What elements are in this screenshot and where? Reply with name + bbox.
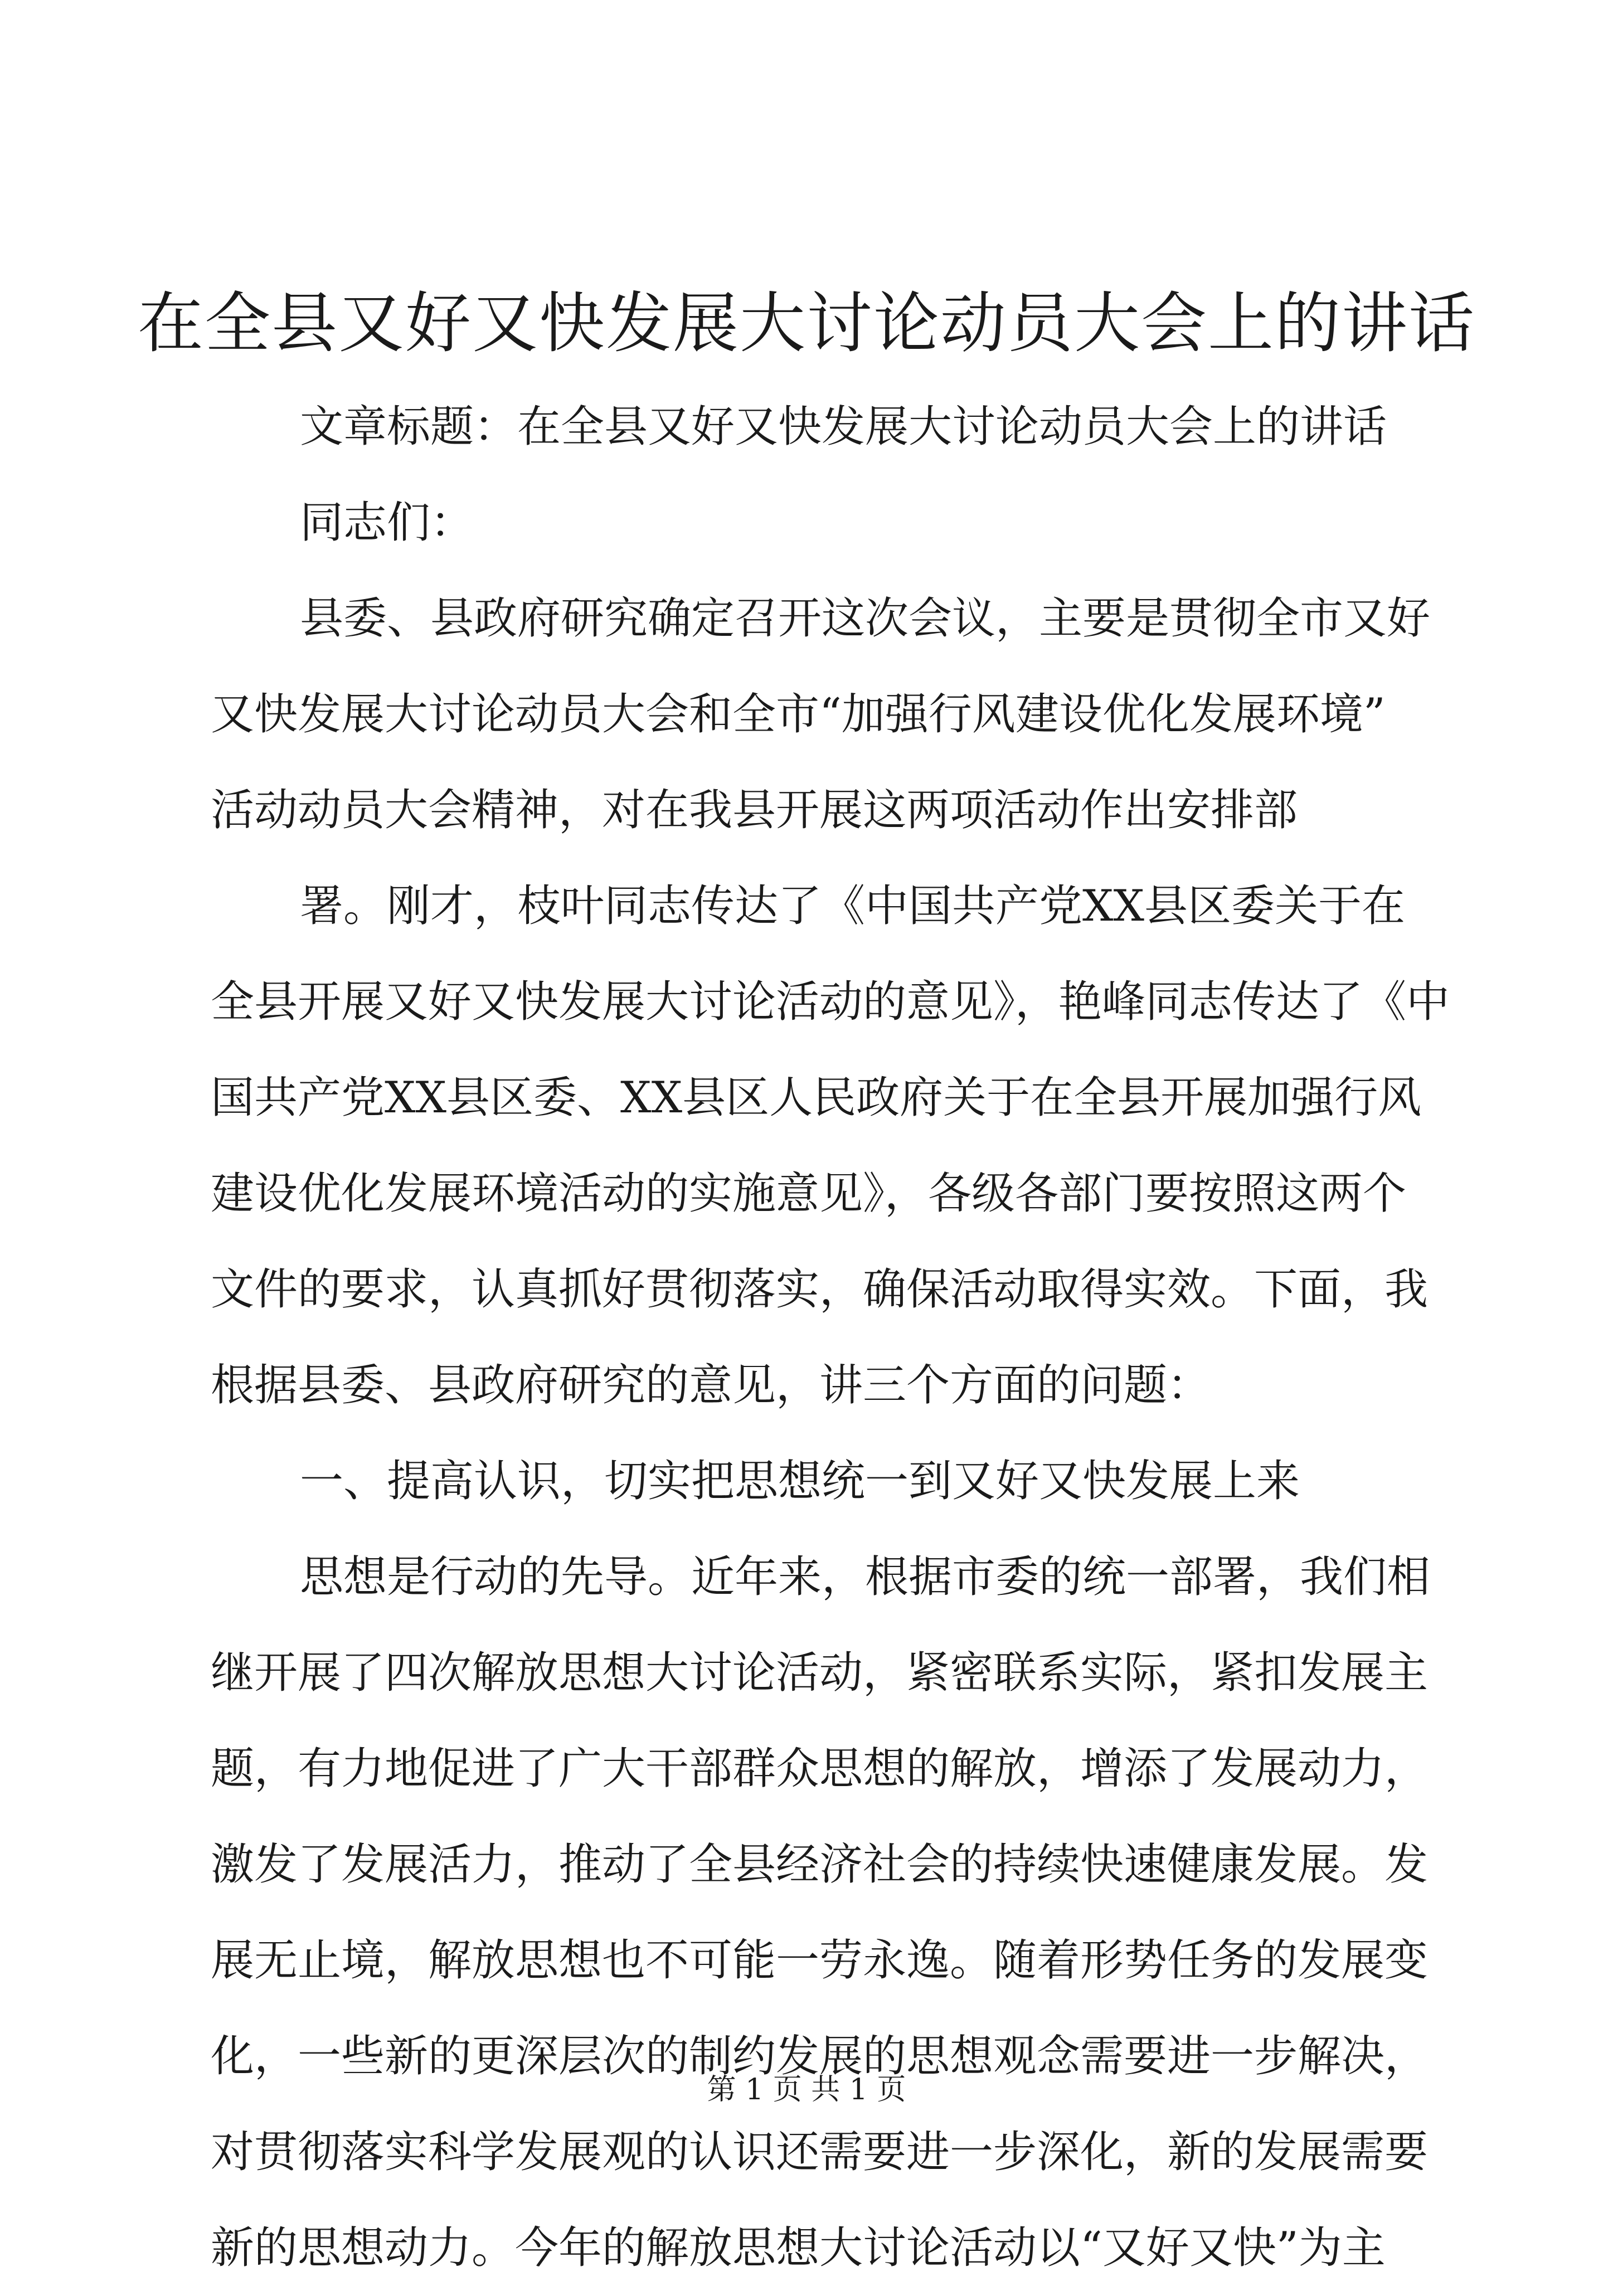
- text-line: 展无止境，解放思想也不可能一劳永逸。随着形势任务的发展变: [211, 1935, 1429, 1986]
- text-line: 一、提高认识，切实把思想统一到又好又快发展上来: [300, 1456, 1300, 1506]
- text-line: 根据县委、县政府研究的意见，讲三个方面的问题：: [211, 1360, 1211, 1410]
- text-line: 化，一些新的更深层次的制约发展的思想观念需要进一步解决，: [211, 2031, 1429, 2081]
- document-body: [211, 379, 1450, 2296]
- text-line: 县委、县政府研究确定召开这次会议，主要是贯彻全市又好: [300, 594, 1431, 644]
- text-line: 全县开展又好又快发展大讨论活动的意见》，艳峰同志传达了《中: [211, 977, 1450, 1027]
- text-line: 题，有力地促进了广大干部群众思想的解放，增添了发展动力，: [211, 1744, 1429, 1794]
- text-line: 署。刚才，枝叶同志传达了《中国共产党XX县区委关于在: [300, 881, 1406, 931]
- text-line: 又快发展大讨论动员大会和全市“加强行风建设优化发展环境”: [211, 689, 1386, 740]
- document-title: 在全县又好又快发展大讨论动员大会上的讲话: [137, 285, 1475, 362]
- text-line: 文件的要求，认真抓好贯彻落实，确保活动取得实效。下面，我: [211, 1264, 1429, 1315]
- text-line: 新的思想动力。今年的解放思想大讨论活动以“又好又快”为主: [211, 2223, 1386, 2273]
- text-line: 国共产党XX县区委、XX县区人民政府关于在全县开展加强行风: [211, 1073, 1422, 1123]
- text-line: 文章标题：在全县又好又快发展大讨论动员大会上的讲话: [300, 402, 1387, 452]
- text-line: 思想是行动的先导。近年来，根据市委的统一部署，我们相: [300, 1552, 1431, 1602]
- text-line: 继开展了四次解放思想大讨论活动，紧密联系实际，紧扣发展主: [211, 1648, 1429, 1698]
- text-line: 激发了发展活力，推动了全县经济社会的持续快速健康发展。发: [211, 1840, 1429, 1890]
- text-line: 同志们：: [300, 498, 474, 548]
- text-line: 对贯彻落实科学发展观的认识还需要进一步深化，新的发展需要: [211, 2127, 1429, 2177]
- text-line: 活动动员大会精神，对在我县开展这两项活动作出安排部: [211, 785, 1298, 835]
- page-footer: 第 1 页 共 1 页: [707, 2073, 906, 2107]
- text-line: 建设优化发展环境活动的实施意见》，各级各部门要按照这两个: [211, 1169, 1407, 1219]
